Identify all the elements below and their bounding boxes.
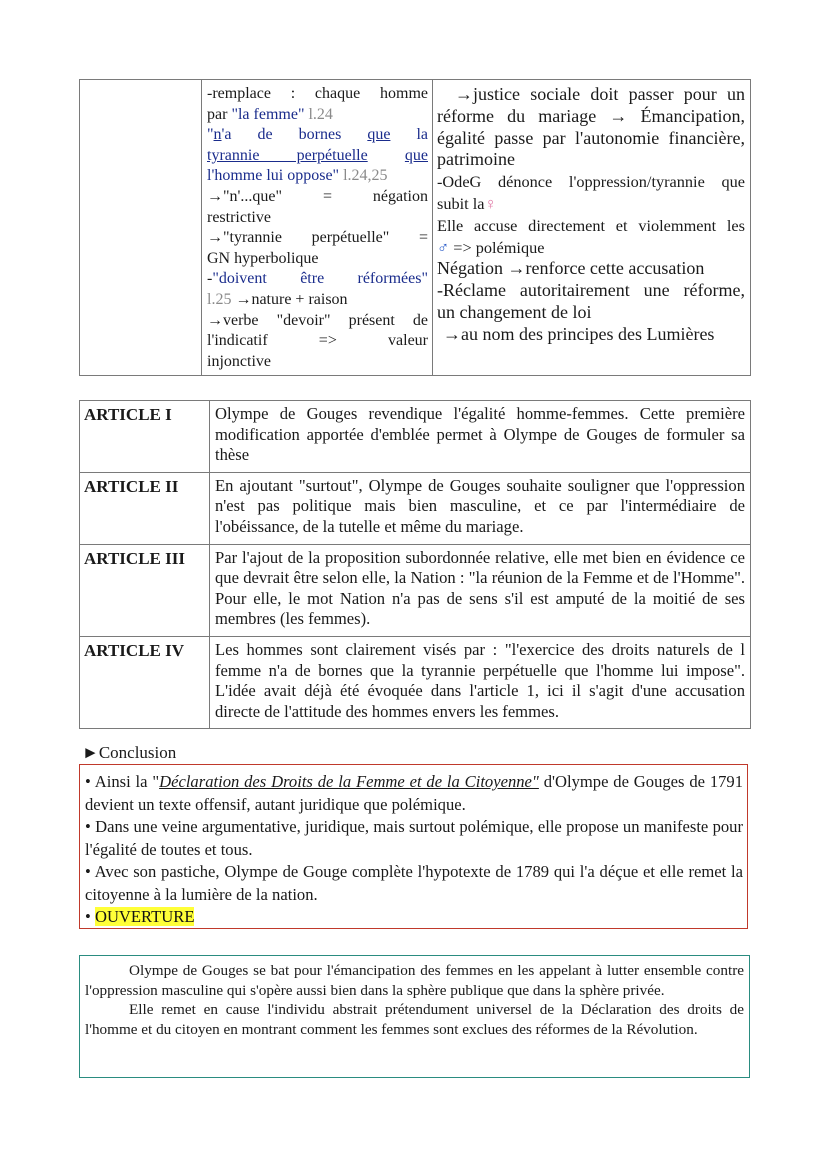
quote: "n'a de bornes que la (207, 126, 428, 144)
article-text: Olympe de Gouges revendique l'égalité homme-femmes. Cette première modification apportée d'emblée permet à Olympe de Gouges de formuler sa thèse (210, 401, 751, 473)
line: restrictive (207, 208, 271, 226)
analysis-left-cell (202, 80, 433, 376)
line: -"doivent être réformées" (207, 270, 428, 288)
analysis-right-cell (433, 80, 751, 376)
line: patrimoine (437, 149, 515, 170)
line: GN hyperbolique (207, 249, 319, 267)
document-title: Déclaration des Droits de la Femme et de la Citoyenne" (159, 772, 539, 791)
line: l'indicatif => valeur (207, 332, 428, 350)
line: l.25 →nature + raison (207, 290, 348, 308)
conclusion-heading: ►Conclusion (82, 743, 177, 762)
table-row (80, 636, 751, 728)
quote: tyrannie perpétuelle que (207, 146, 428, 164)
conclusion-point: • Dans une veine argumentative, juridique, mais surtout polémique, elle propose un manifeste pour l'égalité de toutes et tous. (85, 817, 743, 859)
line: →verbe "devoir" présent de (207, 311, 428, 329)
article-text: Les hommes sont clairement visés par : "l'exercice des droits naturels de l femme n'a de bornes que la tyrannie perpétuelle que l'homme lui impose". L'idée avait déjà été évoquée dans l'article 1, ici il s'agit d'une accusation directe de l'attitude des hommes envers les femmes. (210, 636, 751, 728)
conclusion-box (79, 764, 748, 929)
table-row (80, 472, 751, 544)
line: par "la femme" l.24 (207, 105, 333, 123)
conclusion-point: • Ainsi la "Déclaration des Droits de la Femme et de la Citoyenne" d'Olympe de Gouges de 1791 devient un texte offensif, autant juridique que polémique. (85, 772, 744, 814)
article-label: ARTICLE II (80, 472, 210, 544)
summary-paragraph: Olympe de Gouges se bat pour l'émancipation des femmes en les appelant à lutter ensemble contre l'oppression masculine qui s'opère aussi bien dans la sphère publique que dans la sphère privée. (85, 962, 744, 999)
article-text: Par l'ajout de la proposition subordonnée relative, elle met bien en évidence ce que devrait être selon elle, la Nation : "la réunion de la Femme et de l'Homme". Pour elle, le mot Nation n'a pas de sens s'il est amputé de la moitié de ses membres (les femmes). (210, 544, 751, 636)
analysis-table (79, 79, 751, 376)
line: →"n'...que" = négation (207, 187, 428, 205)
line: -Réclame autoritairement une réforme, (437, 280, 745, 301)
line: -OdeG dénonce l'oppression/tyrannie que (437, 172, 745, 192)
conclusion-point: • OUVERTURE (85, 907, 195, 926)
table-row (80, 544, 751, 636)
summary-box (79, 955, 750, 1078)
line (207, 166, 428, 187)
line: Négation →renforce cette accusation (437, 258, 705, 279)
quote: "doivent être réformées" (212, 270, 428, 288)
line: injonctive (207, 352, 271, 370)
line: réforme du mariage → Émancipation, (437, 105, 745, 126)
line: ♂ => polémique (437, 237, 545, 257)
article-text: En ajoutant "surtout", Olympe de Gouges souhaite souligner que l'oppression n'est pas politique mais bien masculine, et ce par l'intermédiaire de l'obéissance, de la tutelle et même du mariage. (210, 472, 751, 544)
line: subit la♀ (437, 193, 497, 213)
line: égalité passe par l'autonomie financière, (437, 127, 745, 148)
line: →au nom des principes des Lumières (443, 323, 715, 344)
female-symbol-icon: ♀ (484, 193, 497, 213)
line: un changement de loi (437, 301, 592, 322)
analysis-empty-cell (80, 80, 202, 376)
articles-table (79, 400, 751, 729)
summary-paragraph: Elle remet en cause l'individu abstrait prétendument universel de la Déclaration des droits de l'homme et du citoyen en montrant comment les femmes sont exclues des réformes de la Révolution. (85, 1001, 744, 1038)
line: →justice sociale doit passer pour un (455, 84, 745, 104)
line-ref: l.24,25 (339, 167, 388, 185)
article-label: ARTICLE IV (80, 636, 210, 728)
line: →"tyrannie perpétuelle" = (207, 229, 428, 247)
line: -remplace : chaque homme (207, 85, 428, 102)
conclusion-point: • Avec son pastiche, Olympe de Gouge complète l'hypotexte de 1789 qui l'a déçue et elle remet la citoyenne à la lumière de la nation. (85, 862, 743, 904)
quote: "la femme" (231, 105, 305, 123)
line-ref: l.24 (304, 105, 333, 123)
quote: l'homme lui oppose" (207, 167, 340, 185)
table-row (80, 401, 751, 473)
line-ref: l.25 (207, 290, 232, 308)
article-label: ARTICLE I (80, 401, 210, 473)
line: Elle accuse directement et violemment les (437, 215, 745, 235)
highlight-ouverture: OUVERTURE (94, 907, 195, 926)
male-symbol-icon: ♂ (437, 237, 450, 257)
article-label: ARTICLE III (80, 544, 210, 636)
